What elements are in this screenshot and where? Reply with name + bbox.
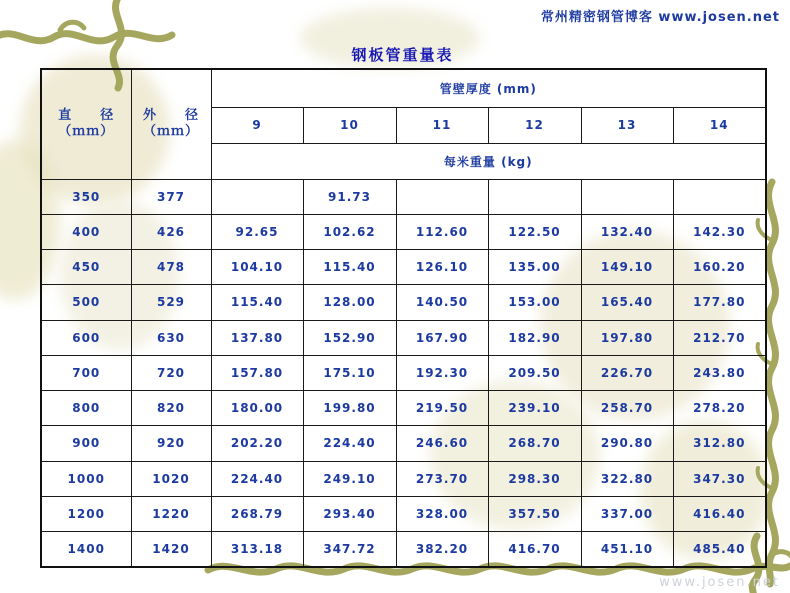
table-cell: 820 — [131, 391, 211, 426]
header-diameter — [41, 69, 131, 179]
table-cell: 157.80 — [211, 355, 303, 390]
table-cell: 226.70 — [581, 355, 673, 390]
header-outer-diameter-line1: 外 径 — [142, 108, 199, 124]
table-cell: 102.62 — [303, 214, 396, 249]
table-cell: 920 — [131, 426, 211, 461]
table-cell: 900 — [41, 426, 131, 461]
table-cell — [581, 179, 673, 214]
table-cell: 224.40 — [303, 426, 396, 461]
table-cell: 313.18 — [211, 532, 303, 567]
header-diameter-line1: 直 径 — [58, 108, 115, 124]
table-cell: 135.00 — [488, 250, 581, 285]
thickness-col-9: 9 — [211, 107, 303, 143]
table-row — [41, 496, 766, 531]
table-cell: 298.30 — [488, 461, 581, 496]
table-cell: 243.80 — [673, 355, 766, 390]
table-cell: 268.70 — [488, 426, 581, 461]
table-cell: 500 — [41, 285, 131, 320]
table-cell: 800 — [41, 391, 131, 426]
table-cell: 382.20 — [396, 532, 488, 567]
table-cell: 328.00 — [396, 496, 488, 531]
watermark-text: www.josen.net — [659, 575, 780, 590]
header-weight-per-meter: 每米重量 (kg) — [211, 143, 766, 179]
table-cell: 212.70 — [673, 320, 766, 355]
pipe-weight-table — [40, 68, 767, 568]
table-cell: 416.70 — [488, 532, 581, 567]
table-cell: 278.20 — [673, 391, 766, 426]
table-cell: 246.60 — [396, 426, 488, 461]
table-cell: 347.30 — [673, 461, 766, 496]
table-cell: 192.30 — [396, 355, 488, 390]
table-row — [41, 320, 766, 355]
table-cell: 426 — [131, 214, 211, 249]
table-cell: 1020 — [131, 461, 211, 496]
table-row — [41, 285, 766, 320]
page-title: 钢板管重量表 — [351, 46, 454, 64]
header-outer-diameter-line2: （ｍｍ） — [142, 124, 199, 140]
table-cell: 152.90 — [303, 320, 396, 355]
table-cell: 322.80 — [581, 461, 673, 496]
table-cell: 337.00 — [581, 496, 673, 531]
table-cell: 350 — [41, 179, 131, 214]
table-cell: 104.10 — [211, 250, 303, 285]
table-cell: 199.80 — [303, 391, 396, 426]
table-row — [41, 426, 766, 461]
table-cell: 630 — [131, 320, 211, 355]
table-cell: 165.40 — [581, 285, 673, 320]
table-cell: 128.00 — [303, 285, 396, 320]
table-row — [41, 355, 766, 390]
table-cell: 700 — [41, 355, 131, 390]
table-row — [41, 391, 766, 426]
header-wall-thickness: 管壁厚度 (mm) — [211, 69, 766, 107]
table-cell: 149.10 — [581, 250, 673, 285]
table-cell: 180.00 — [211, 391, 303, 426]
table-cell: 160.20 — [673, 250, 766, 285]
table-cell: 268.79 — [211, 496, 303, 531]
table-cell: 112.60 — [396, 214, 488, 249]
table-cell: 219.50 — [396, 391, 488, 426]
table-cell: 122.50 — [488, 214, 581, 249]
table-cell: 1420 — [131, 532, 211, 567]
table-cell: 377 — [131, 179, 211, 214]
header-diameter-line2: （ｍｍ） — [58, 124, 115, 140]
table-cell: 115.40 — [303, 250, 396, 285]
table-cell: 720 — [131, 355, 211, 390]
table-cell: 293.40 — [303, 496, 396, 531]
table-cell: 177.80 — [673, 285, 766, 320]
table-cell: 400 — [41, 214, 131, 249]
table-cell: 1220 — [131, 496, 211, 531]
table-cell: 137.80 — [211, 320, 303, 355]
table-row — [41, 179, 766, 214]
table-cell: 153.00 — [488, 285, 581, 320]
table-row — [41, 532, 766, 567]
table-cell: 140.50 — [396, 285, 488, 320]
thickness-col-14: 14 — [673, 107, 766, 143]
table-cell: 126.10 — [396, 250, 488, 285]
table-row — [41, 214, 766, 249]
table-cell: 451.10 — [581, 532, 673, 567]
table-cell: 132.40 — [581, 214, 673, 249]
table-cell: 175.10 — [303, 355, 396, 390]
table-cell: 312.80 — [673, 426, 766, 461]
table-row — [41, 461, 766, 496]
table-cell: 290.80 — [581, 426, 673, 461]
table-cell: 416.40 — [673, 496, 766, 531]
table-cell: 529 — [131, 285, 211, 320]
table-cell — [211, 179, 303, 214]
table-cell: 357.50 — [488, 496, 581, 531]
table-cell: 258.70 — [581, 391, 673, 426]
table-cell — [488, 179, 581, 214]
table-cell: 197.80 — [581, 320, 673, 355]
header-outer-diameter — [131, 69, 211, 179]
table-cell: 91.73 — [303, 179, 396, 214]
table-cell: 1200 — [41, 496, 131, 531]
table-row — [41, 250, 766, 285]
table-cell: 182.90 — [488, 320, 581, 355]
table-cell: 478 — [131, 250, 211, 285]
table-cell: 167.90 — [396, 320, 488, 355]
table-body — [41, 179, 766, 567]
thickness-col-11: 11 — [396, 107, 488, 143]
table-cell — [673, 179, 766, 214]
table-cell: 1000 — [41, 461, 131, 496]
table-cell: 485.40 — [673, 532, 766, 567]
table-cell: 224.40 — [211, 461, 303, 496]
table-cell: 142.30 — [673, 214, 766, 249]
table-cell: 450 — [41, 250, 131, 285]
table-cell: 600 — [41, 320, 131, 355]
table-cell: 1400 — [41, 532, 131, 567]
table-cell: 239.10 — [488, 391, 581, 426]
table-cell: 347.72 — [303, 532, 396, 567]
table-cell: 92.65 — [211, 214, 303, 249]
thickness-col-13: 13 — [581, 107, 673, 143]
thickness-col-10: 10 — [303, 107, 396, 143]
table-cell: 249.10 — [303, 461, 396, 496]
table-cell — [396, 179, 488, 214]
table-cell: 115.40 — [211, 285, 303, 320]
thickness-col-12: 12 — [488, 107, 581, 143]
table-cell: 202.20 — [211, 426, 303, 461]
table-cell: 209.50 — [488, 355, 581, 390]
table-cell: 273.70 — [396, 461, 488, 496]
site-header-text: 常州精密钢管博客 www.josen.net — [540, 10, 780, 25]
